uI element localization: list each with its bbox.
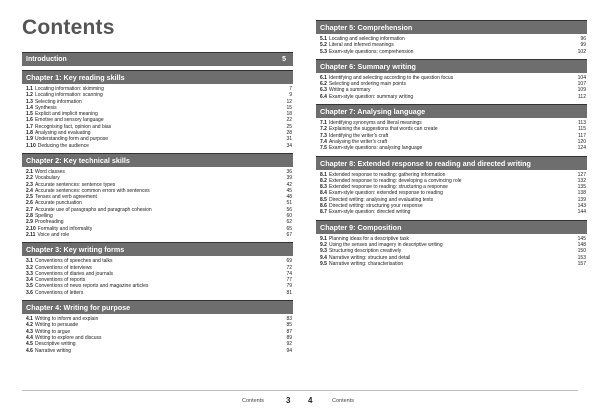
section-number: 1.7 (26, 123, 33, 130)
section-title: Exam-style question: extended response to reading (328, 190, 443, 197)
section-page-number: 72 (286, 264, 292, 271)
section-page-number: 60 (286, 213, 292, 220)
section-number: 8.4 (320, 190, 327, 197)
section-page-number: 135 (577, 184, 586, 191)
section-title: Directed writing: analysing and evaluating texts (328, 196, 434, 203)
chapter-block (22, 242, 293, 296)
section-title: Synthesis (34, 104, 57, 111)
section-title: Writing a summary (328, 87, 371, 94)
section-number: 8.2 (320, 177, 327, 184)
section-number: 2.10 (26, 225, 36, 232)
footer-right-page-number: 4 (308, 396, 313, 405)
section-page-number: 9 (289, 92, 292, 99)
section-number: 8.5 (320, 196, 327, 203)
chapter-heading: Chapter 2: Key technical skills (22, 153, 293, 167)
section-number: 9.2 (320, 241, 327, 248)
chapter-entry-list (22, 256, 293, 296)
section-page-number: 102 (577, 48, 586, 55)
chapter-heading: Chapter 1: Key reading skills (22, 70, 293, 84)
toc-entry-text (320, 209, 410, 215)
section-title: Tenses and verb agreement (34, 194, 97, 201)
section-title: Locating information: skimming (34, 86, 104, 92)
section-title: Narrative writing: structure and detail (328, 254, 411, 261)
section-number: 1.3 (26, 98, 33, 105)
section-title: Structuring description creatively (328, 248, 402, 255)
section-number: 1.1 (26, 86, 33, 92)
section-number: 5.2 (320, 42, 327, 49)
toc-entry (320, 94, 587, 100)
section-number: 6.3 (320, 87, 327, 94)
section-number: 2.11 (26, 231, 36, 238)
toc-entry (26, 290, 293, 296)
toc-entry (26, 348, 293, 354)
section-title: Conventions of speeches and talks (34, 258, 113, 265)
section-number: 4.4 (26, 334, 33, 341)
section-page-number: 69 (286, 258, 292, 265)
section-page-number: 22 (286, 117, 292, 124)
section-title: Literal and inferred meanings (328, 42, 394, 49)
section-page-number: 112 (578, 93, 586, 100)
section-number: 4.3 (26, 328, 33, 335)
section-page-number: 45 (286, 187, 292, 194)
section-number: 2.3 (26, 181, 33, 188)
chapter-heading: Chapter 4: Writing for purpose (22, 300, 293, 314)
section-page-number: 67 (286, 231, 292, 238)
section-number: 9.1 (320, 235, 327, 242)
section-title: Planning ideas for a descriptive task (328, 235, 409, 242)
toc-entry-text (26, 348, 71, 354)
introduction-page: 5 (282, 56, 286, 63)
section-page-number: 39 (286, 175, 292, 182)
section-page-number: 124 (577, 145, 586, 152)
section-number: 6.4 (320, 93, 327, 100)
right-chapter-list (316, 20, 587, 267)
section-page-number: 96 (580, 36, 586, 42)
section-title: Deducing the audience (37, 142, 89, 149)
section-number: 9.4 (320, 254, 327, 261)
section-number: 1.2 (26, 92, 33, 99)
section-page-number: 157 (577, 260, 586, 267)
section-page-number: 132 (577, 177, 586, 184)
section-page-number: 36 (286, 168, 292, 175)
section-number: 3.2 (26, 264, 33, 271)
section-title: Directed writing: structuring your response (328, 203, 423, 210)
section-page-number: 83 (286, 316, 292, 323)
section-number: 1.9 (26, 136, 33, 143)
section-page-number: 109 (577, 87, 586, 94)
section-title: Understanding form and purpose (34, 136, 109, 143)
section-page-number: 99 (580, 42, 586, 49)
chapter-entry-list (22, 314, 293, 354)
section-number: 8.1 (320, 171, 327, 178)
section-number: 3.3 (26, 270, 33, 277)
section-title: Narrative writing (34, 347, 72, 354)
chapter-entry-list (316, 118, 587, 151)
introduction-label: Introduction (26, 56, 67, 63)
section-number: 7.1 (320, 120, 327, 127)
section-page-number: 74 (286, 270, 292, 277)
section-number: 1.10 (26, 142, 36, 149)
section-page-number: 77 (286, 277, 292, 284)
section-number: 4.5 (26, 341, 33, 348)
section-page-number: 115 (578, 126, 586, 133)
section-number: 6.1 (320, 74, 327, 81)
section-title: Recognising fact, opinion and bias (34, 123, 112, 130)
chapter-heading: Chapter 7: Analysing language (316, 104, 587, 118)
chapter-entry-list (22, 84, 293, 149)
section-page-number: 48 (286, 194, 292, 201)
section-title: Extended response to reading: gathering information (328, 171, 446, 178)
section-number: 2.1 (26, 168, 33, 175)
section-page-number: 92 (286, 341, 292, 348)
chapter-block (316, 20, 587, 55)
section-title: Emotive and sensory language (34, 117, 104, 124)
contents-right-column (316, 20, 587, 271)
section-title: Identifying and selecting according to the question focus (328, 74, 454, 81)
toc-entry-text (320, 261, 403, 267)
section-number: 9.3 (320, 248, 327, 255)
section-page-number: 15 (286, 104, 292, 111)
section-title: Using the senses and imagery in descriptive writing (328, 241, 443, 248)
section-number: 3.1 (26, 258, 33, 265)
contents-left-column (22, 52, 293, 358)
section-title: Voice and role (37, 231, 70, 238)
toc-entry-text (26, 232, 69, 238)
footer-left-page-number: 3 (286, 396, 291, 405)
section-title: Writing to explore and discuss (34, 334, 102, 341)
toc-entry (320, 209, 587, 215)
section-page-number: 7 (289, 86, 292, 92)
chapter-entry-list (316, 34, 587, 55)
toc-entry (320, 145, 587, 151)
section-number: 8.7 (320, 209, 327, 216)
section-page-number: 107 (577, 81, 586, 88)
section-title: Writing to argue (34, 328, 71, 335)
chapter-block (316, 156, 587, 216)
section-number: 2.6 (26, 200, 33, 207)
section-number: 2.5 (26, 194, 33, 201)
section-title: Formality and informality (37, 225, 93, 232)
footer-left-label: Contents (242, 398, 265, 404)
section-title: Exam-style question: summary writing (328, 93, 414, 100)
section-page-number: 94 (286, 347, 292, 354)
section-title: Descriptive writing (34, 341, 76, 348)
chapter-block (316, 104, 587, 151)
toc-entry (320, 49, 587, 55)
section-number: 3.6 (26, 289, 33, 296)
page-title: Contents (22, 16, 115, 39)
section-number: 7.4 (320, 138, 327, 145)
section-title: Conventions of reports (34, 277, 86, 284)
section-title: Analysing the writer's craft (328, 138, 388, 145)
section-number: 7.5 (320, 145, 327, 152)
section-title: Exam-style question: directed writing (328, 209, 411, 216)
chapter-entry-list (316, 73, 587, 100)
section-page-number: 138 (577, 190, 586, 197)
section-title: Writing to inform and explain (34, 316, 99, 323)
chapter-block (22, 153, 293, 238)
section-page-number: 65 (286, 225, 292, 232)
section-page-number: 145 (577, 235, 586, 242)
section-page-number: 113 (578, 120, 586, 127)
chapter-heading: Chapter 8: Extended response to reading and directed writing (316, 156, 587, 170)
chapter-heading: Chapter 5: Comprehension (316, 20, 587, 34)
section-number: 4.2 (26, 322, 33, 329)
chapter-block (316, 220, 587, 267)
section-page-number: 81 (286, 289, 292, 296)
section-number: 5.3 (320, 48, 327, 55)
introduction-row (22, 52, 293, 66)
chapter-block (316, 59, 587, 100)
section-title: Conventions of diaries and journals (34, 270, 114, 277)
section-page-number: 117 (578, 132, 586, 139)
section-title: Locating and selecting information (328, 36, 405, 42)
section-number: 4.6 (26, 347, 33, 354)
section-title: Narrative writing: characterisation (328, 260, 404, 267)
section-title: Exam-style questions: comprehension (328, 48, 414, 55)
section-title: Extended response to reading: developing a convincing role (328, 177, 462, 184)
section-number: 2.8 (26, 213, 33, 220)
section-number: 3.5 (26, 283, 33, 290)
section-number: 4.1 (26, 316, 33, 323)
section-title: Extended response to reading: structuring a response (328, 184, 448, 191)
section-number: 1.6 (26, 117, 33, 124)
section-page-number: 51 (286, 200, 292, 207)
section-page-number: 79 (286, 283, 292, 290)
section-page-number: 62 (286, 219, 292, 226)
section-number: 1.4 (26, 104, 33, 111)
section-title: Explaining the suggestions that words can create (328, 126, 438, 133)
toc-entry-text (320, 94, 413, 100)
section-number: 2.7 (26, 206, 33, 213)
chapter-block (22, 300, 293, 354)
section-page-number: 85 (286, 322, 292, 329)
section-title: Conventions of interviews (34, 264, 92, 271)
section-page-number: 87 (286, 328, 292, 335)
section-title: Identifying synonyms and literal meanings (328, 120, 422, 127)
section-title: Accurate sentences: sentence types (34, 181, 116, 188)
section-page-number: 42 (286, 181, 292, 188)
toc-entry-text (26, 143, 89, 149)
section-page-number: 139 (577, 196, 586, 203)
chapter-block (22, 70, 293, 149)
chapter-entry-list (316, 234, 587, 267)
section-page-number: 148 (577, 241, 586, 248)
section-title: Vocabulary (34, 175, 60, 182)
section-title: Selecting and ordering main points (328, 81, 406, 88)
footer-right-label: Contents (332, 398, 355, 404)
section-number: 3.4 (26, 277, 33, 284)
toc-entry-text (320, 49, 413, 55)
section-number: 1.5 (26, 111, 33, 118)
toc-entry-text (320, 145, 422, 151)
toc-entry (26, 232, 293, 238)
section-number: 6.2 (320, 81, 327, 88)
section-title: Locating information: scanning (34, 92, 103, 99)
section-title: Identifying the writer's craft (328, 132, 389, 139)
section-page-number: 144 (577, 209, 586, 216)
toc-entry (26, 143, 293, 149)
chapter-heading: Chapter 6: Summary writing (316, 59, 587, 73)
section-page-number: 143 (577, 203, 586, 210)
section-page-number: 127 (577, 171, 586, 178)
section-page-number: 34 (286, 142, 292, 149)
chapter-heading: Chapter 3: Key writing forms (22, 242, 293, 256)
section-number: 8.3 (320, 184, 327, 191)
section-number: 2.4 (26, 187, 33, 194)
page-footer (0, 386, 600, 414)
section-page-number: 150 (577, 248, 586, 255)
section-title: Exam-style questions: analysing language (328, 145, 423, 152)
section-page-number: 104 (577, 74, 586, 81)
section-title: Conventions of letters (34, 289, 84, 296)
section-title: Analysing and evaluating (34, 130, 91, 137)
section-number: 2.9 (26, 219, 33, 226)
section-page-number: 56 (286, 206, 292, 213)
section-title: Accurate use of paragraphs and paragraph cohesion (34, 206, 152, 213)
section-title: Accurate punctuation (34, 200, 82, 207)
section-page-number: 12 (286, 98, 292, 105)
section-page-number: 28 (286, 130, 292, 137)
section-title: Accurate sentences: common errors with sentences (34, 187, 150, 194)
section-number: 8.6 (320, 203, 327, 210)
toc-entry (320, 261, 587, 267)
section-number: 7.3 (320, 132, 327, 139)
footer-rule (22, 390, 578, 391)
section-page-number: 153 (577, 254, 586, 261)
section-number: 2.2 (26, 175, 33, 182)
section-number: 7.2 (320, 126, 327, 133)
chapter-heading: Chapter 9: Composition (316, 220, 587, 234)
section-title: Word classes (34, 168, 65, 175)
left-chapter-list (22, 70, 293, 354)
section-title: Selecting information (34, 98, 82, 105)
section-title: Proofreading (34, 219, 64, 226)
section-page-number: 31 (286, 136, 292, 143)
toc-entry-text (26, 290, 83, 296)
section-number: 1.8 (26, 130, 33, 137)
chapter-entry-list (22, 167, 293, 238)
section-title: Spelling (34, 213, 53, 220)
chapter-entry-list (316, 170, 587, 216)
section-title: Conventions of news reports and magazine articles (34, 283, 149, 290)
section-page-number: 89 (286, 334, 292, 341)
section-number: 5.1 (320, 36, 327, 42)
section-title: Writing to persuade (34, 322, 79, 329)
section-number: 9.5 (320, 260, 327, 267)
section-title: Explicit and implicit meaning (34, 111, 98, 118)
section-page-number: 18 (286, 111, 292, 118)
section-page-number: 120 (577, 138, 586, 145)
section-page-number: 25 (286, 123, 292, 130)
